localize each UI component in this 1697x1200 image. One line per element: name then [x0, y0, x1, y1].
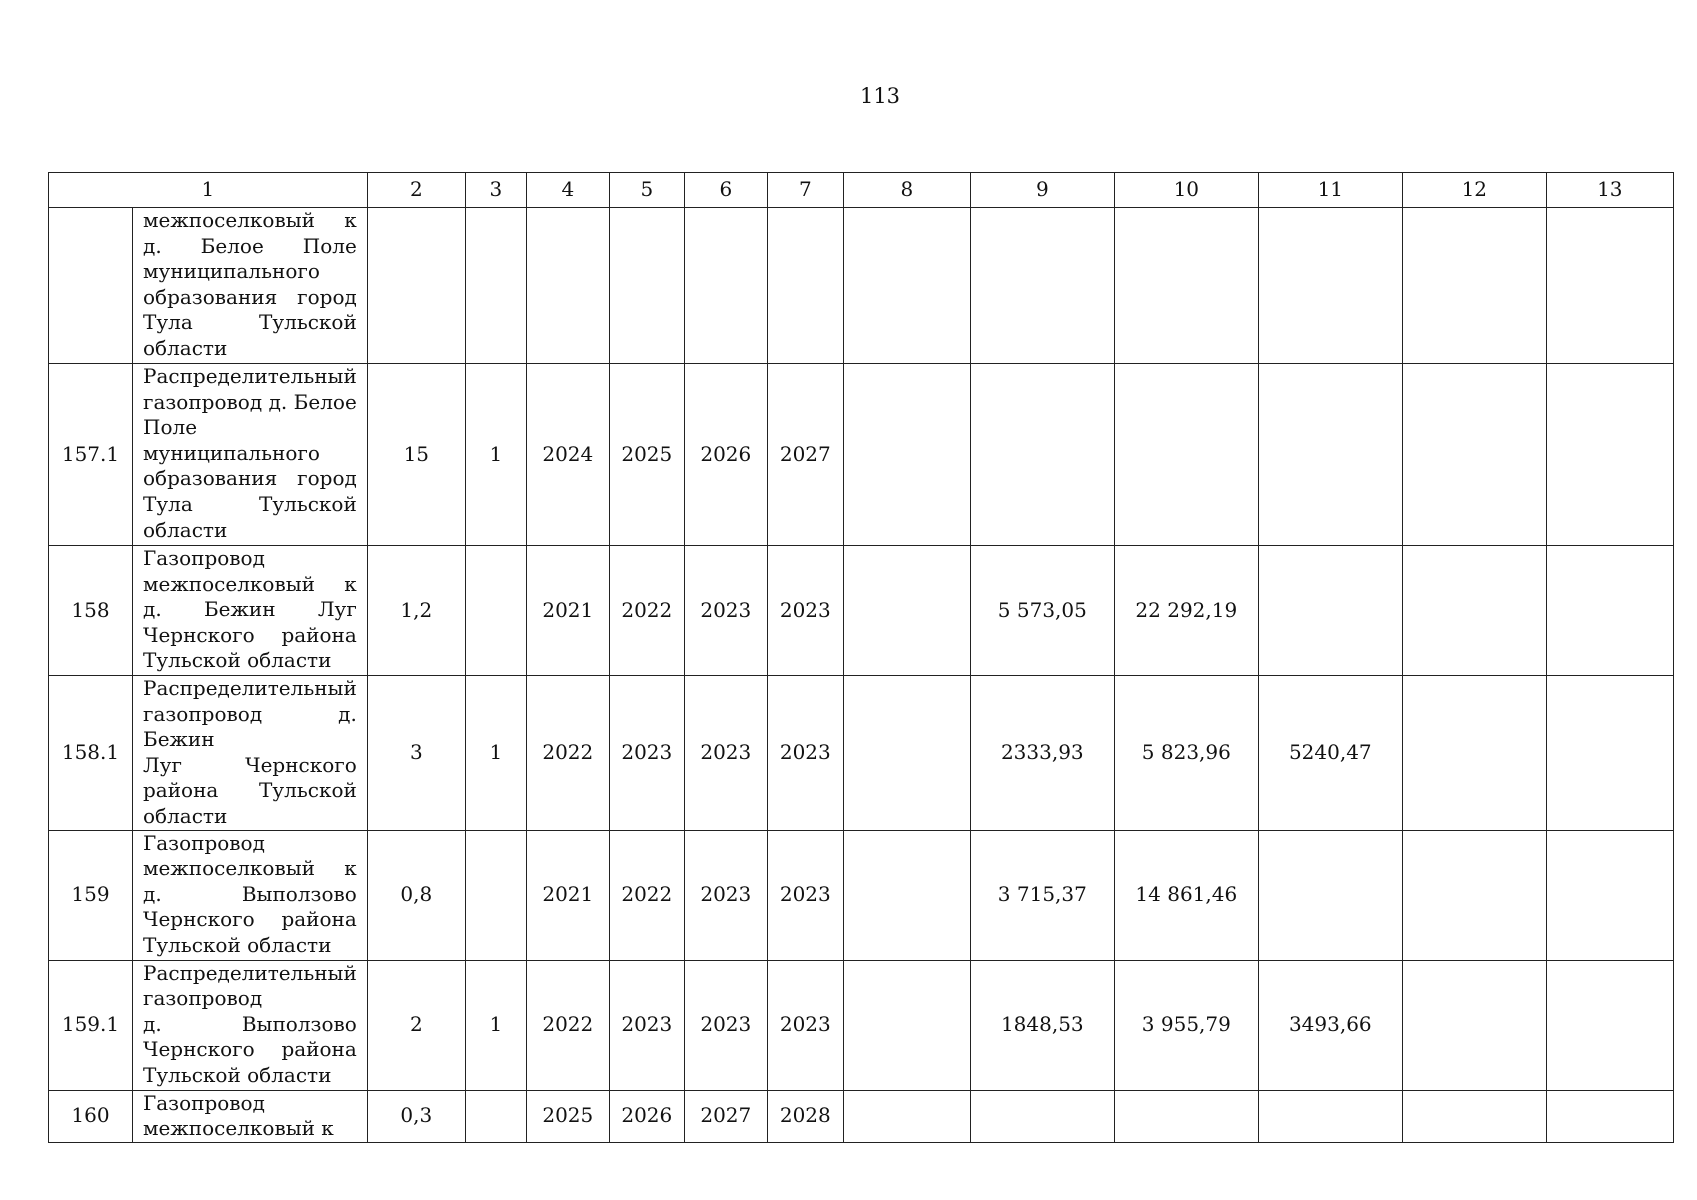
cell-col-10: 5 823,96 — [1114, 676, 1258, 831]
cell-col-4: 2022 — [526, 676, 609, 831]
object-name-line: образования город — [143, 284, 357, 309]
cell-col-7: 2028 — [767, 1090, 843, 1142]
object-name-line: межпоселковый к — [143, 571, 357, 596]
cell-col-10: 3 955,79 — [1114, 960, 1258, 1090]
cell-col-9 — [970, 208, 1114, 364]
object-name-line: образования город — [143, 466, 357, 491]
cell-col-10 — [1114, 208, 1258, 364]
cell-col-6: 2026 — [684, 364, 767, 546]
object-name-line: газопровод д. Бежин — [143, 701, 357, 752]
cell-col-6: 2023 — [684, 546, 767, 676]
object-name-line: Поле — [143, 415, 198, 440]
cell-col-4: 2024 — [526, 364, 609, 546]
object-name-cell — [133, 1090, 368, 1142]
object-name-line: д. Выползово — [143, 881, 357, 906]
cell-col-4: 2021 — [526, 546, 609, 676]
row-number-cell — [49, 208, 133, 364]
cell-col-6: 2027 — [684, 1090, 767, 1142]
object-name-cell — [133, 830, 368, 960]
cell-col-2: 15 — [367, 364, 465, 546]
cell-col-3 — [465, 830, 526, 960]
cell-col-10: 22 292,19 — [1114, 546, 1258, 676]
row-number-cell: 157.1 — [49, 364, 133, 546]
object-name-line: области — [143, 335, 228, 360]
object-name-cell — [133, 208, 368, 364]
object-name-line: Чернского района — [143, 1037, 357, 1062]
table-row — [49, 830, 1674, 960]
cell-col-11: 5240,47 — [1258, 676, 1402, 831]
cell-col-9: 3 715,37 — [970, 830, 1114, 960]
object-name-line: д. Выползово — [143, 1011, 357, 1036]
object-name-line: Тульской области — [143, 932, 332, 957]
row-number-cell: 159.1 — [49, 960, 133, 1090]
cell-col-2: 1,2 — [367, 546, 465, 676]
cell-col-9 — [970, 364, 1114, 546]
column-header-2: 2 — [367, 173, 465, 208]
data-table — [48, 172, 1674, 1143]
object-name-line: Тульской области — [143, 1062, 332, 1087]
table-row — [49, 960, 1674, 1090]
object-name-line: Газопровод — [143, 830, 265, 855]
cell-col-8 — [843, 546, 970, 676]
cell-col-11 — [1258, 546, 1402, 676]
object-name-line: Тульской области — [143, 648, 332, 673]
object-name-line: Чернского района — [143, 622, 357, 647]
column-header-6: 6 — [684, 173, 767, 208]
row-number-cell: 159 — [49, 830, 133, 960]
object-name-line: области — [143, 517, 228, 542]
cell-col-12 — [1402, 208, 1546, 364]
object-name-line: Тула Тульской — [143, 491, 357, 516]
table-row — [49, 546, 1674, 676]
cell-col-3: 1 — [465, 960, 526, 1090]
cell-col-13 — [1546, 546, 1673, 676]
object-name-cell — [133, 546, 368, 676]
column-header-1: 1 — [49, 173, 368, 208]
table-row — [49, 1090, 1674, 1142]
cell-col-13 — [1546, 676, 1673, 831]
cell-col-7: 2023 — [767, 830, 843, 960]
cell-col-7: 2023 — [767, 546, 843, 676]
column-header-9: 9 — [970, 173, 1114, 208]
cell-col-6: 2023 — [684, 830, 767, 960]
column-header-11: 11 — [1258, 173, 1402, 208]
cell-col-3 — [465, 1090, 526, 1142]
row-number-cell: 158.1 — [49, 676, 133, 831]
cell-col-7: 2027 — [767, 364, 843, 546]
cell-col-13 — [1546, 1090, 1673, 1142]
cell-col-3 — [465, 208, 526, 364]
cell-col-10 — [1114, 1090, 1258, 1142]
object-name-line: Распределительный — [143, 960, 357, 985]
column-header-12: 12 — [1402, 173, 1546, 208]
cell-col-2: 0,8 — [367, 830, 465, 960]
object-name-cell — [133, 364, 368, 546]
object-name-line: газопровод — [143, 986, 263, 1011]
cell-col-5: 2022 — [609, 830, 684, 960]
cell-col-3: 1 — [465, 676, 526, 831]
object-name-line: области — [143, 803, 228, 828]
object-name-line: Чернского района — [143, 907, 357, 932]
cell-col-6: 2023 — [684, 676, 767, 831]
cell-col-5 — [609, 208, 684, 364]
table-row — [49, 364, 1674, 546]
cell-col-6 — [684, 208, 767, 364]
object-name-line: д. Белое Поле — [143, 233, 357, 258]
cell-col-5: 2023 — [609, 960, 684, 1090]
column-header-8: 8 — [843, 173, 970, 208]
column-header-7: 7 — [767, 173, 843, 208]
object-name-line: Распределительный — [143, 676, 357, 700]
cell-col-4: 2022 — [526, 960, 609, 1090]
cell-col-12 — [1402, 676, 1546, 831]
cell-col-12 — [1402, 960, 1546, 1090]
object-name-line: Распределительный — [143, 364, 357, 388]
object-name-line: района Тульской — [143, 778, 357, 803]
cell-col-8 — [843, 364, 970, 546]
object-name-cell — [133, 676, 368, 831]
cell-col-9: 1848,53 — [970, 960, 1114, 1090]
row-number-cell: 158 — [49, 546, 133, 676]
cell-col-7: 2023 — [767, 676, 843, 831]
cell-col-13 — [1546, 830, 1673, 960]
cell-col-2 — [367, 208, 465, 364]
cell-col-12 — [1402, 364, 1546, 546]
column-header-10: 10 — [1114, 173, 1258, 208]
object-name-line: д. Бежин Луг — [143, 597, 357, 622]
row-number-cell: 160 — [49, 1090, 133, 1142]
cell-col-5: 2025 — [609, 364, 684, 546]
table-row — [49, 208, 1674, 364]
cell-col-2: 3 — [367, 676, 465, 831]
cell-col-11 — [1258, 364, 1402, 546]
cell-col-8 — [843, 1090, 970, 1142]
cell-col-11: 3493,66 — [1258, 960, 1402, 1090]
object-name-line: Луг Чернского — [143, 752, 357, 777]
object-name-line: Тула Тульской — [143, 310, 357, 335]
object-name-line: межпоселковый к — [143, 1116, 334, 1141]
cell-col-11 — [1258, 208, 1402, 364]
cell-col-7: 2023 — [767, 960, 843, 1090]
object-name-line: муниципального — [143, 440, 320, 465]
object-name-line: межпоселковый к — [143, 856, 357, 881]
cell-col-12 — [1402, 546, 1546, 676]
cell-col-12 — [1402, 1090, 1546, 1142]
cell-col-7 — [767, 208, 843, 364]
cell-col-2: 2 — [367, 960, 465, 1090]
cell-col-8 — [843, 830, 970, 960]
object-name-cell — [133, 960, 368, 1090]
cell-col-9: 2333,93 — [970, 676, 1114, 831]
cell-col-9: 5 573,05 — [970, 546, 1114, 676]
object-name-line: газопровод д. Белое — [143, 389, 357, 414]
object-name-line: Газопровод — [143, 546, 265, 570]
cell-col-4: 2025 — [526, 1090, 609, 1142]
cell-col-4 — [526, 208, 609, 364]
cell-col-5: 2026 — [609, 1090, 684, 1142]
cell-col-8 — [843, 960, 970, 1090]
object-name-line: межпоселковый к — [143, 208, 357, 232]
cell-col-2: 0,3 — [367, 1090, 465, 1142]
cell-col-10: 14 861,46 — [1114, 830, 1258, 960]
cell-col-3 — [465, 546, 526, 676]
cell-col-8 — [843, 676, 970, 831]
column-header-3: 3 — [465, 173, 526, 208]
column-header-4: 4 — [526, 173, 609, 208]
cell-col-10 — [1114, 364, 1258, 546]
cell-col-3: 1 — [465, 364, 526, 546]
column-header-13: 13 — [1546, 173, 1673, 208]
table-header-row — [49, 173, 1674, 208]
cell-col-9 — [970, 1090, 1114, 1142]
page-number: 113 — [859, 84, 901, 108]
cell-col-6: 2023 — [684, 960, 767, 1090]
object-name-line: муниципального — [143, 259, 320, 284]
cell-col-5: 2022 — [609, 546, 684, 676]
cell-col-13 — [1546, 208, 1673, 364]
column-header-5: 5 — [609, 173, 684, 208]
table-row — [49, 676, 1674, 831]
cell-col-11 — [1258, 1090, 1402, 1142]
cell-col-13 — [1546, 960, 1673, 1090]
cell-col-12 — [1402, 830, 1546, 960]
object-name-line: Газопровод — [143, 1090, 265, 1115]
cell-col-11 — [1258, 830, 1402, 960]
cell-col-4: 2021 — [526, 830, 609, 960]
cell-col-8 — [843, 208, 970, 364]
cell-col-5: 2023 — [609, 676, 684, 831]
cell-col-13 — [1546, 364, 1673, 546]
